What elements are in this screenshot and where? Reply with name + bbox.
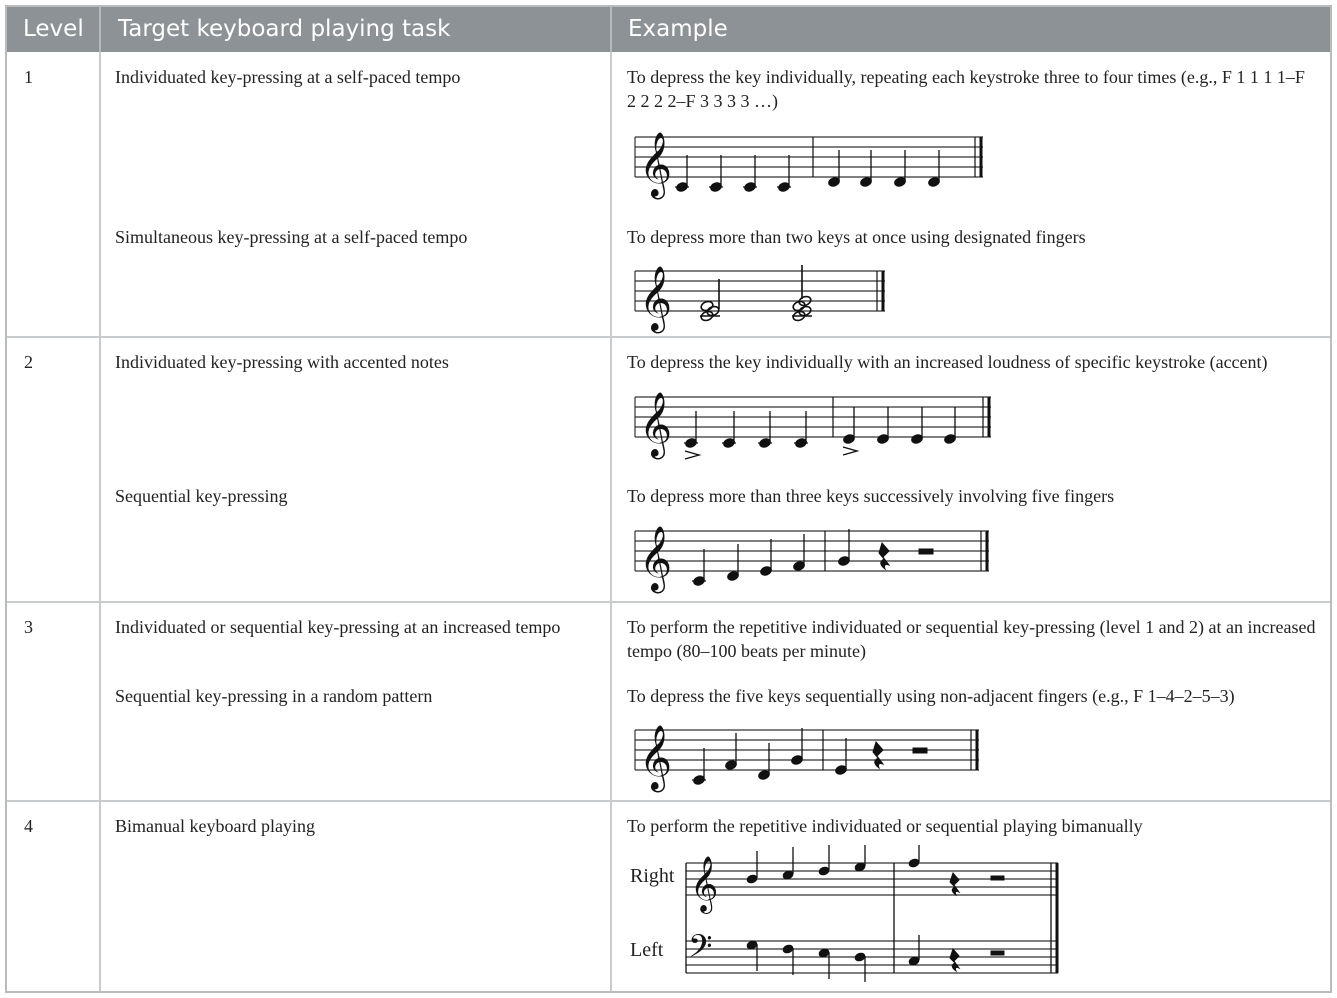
score-accented-notes	[627, 377, 999, 461]
example-cell: To perform the repetitive individuated or sequential playing bimanually	[627, 816, 1143, 836]
score-sequential-notes	[627, 511, 999, 591]
example-cell: To depress the key individually, repeating each keystroke three to four times (e.g., F 1 1 1 1–F 2 2 2 2–F 3 3 3 3 …)	[627, 67, 1305, 111]
column-divider	[610, 52, 612, 991]
svg-text:𝄞: 𝄞	[690, 856, 719, 912]
level-cell: 3	[24, 617, 33, 637]
task-cell: Simultaneous key-pressing at a self-paced tempo	[115, 227, 468, 247]
task-cell: Sequential key-pressing in a random pattern	[115, 686, 433, 706]
task-cell: Sequential key-pressing	[115, 486, 288, 506]
example-cell: To depress more than two keys at once using designated fingers	[627, 227, 1086, 247]
task-cell: Individuated key-pressing with accented notes	[115, 352, 449, 372]
task-table	[5, 5, 1332, 993]
task-cell: Individuated key-pressing at a self-paced tempo	[115, 67, 461, 87]
table-header-row	[7, 7, 1330, 52]
svg-text:𝄢: 𝄢	[688, 928, 713, 972]
svg-text:𝄞: 𝄞	[639, 392, 673, 457]
score-random-pattern	[627, 710, 999, 790]
row-divider	[7, 800, 1330, 802]
row-divider	[7, 601, 1330, 603]
header-level: Level	[23, 16, 84, 42]
task-cell: Bimanual keyboard playing	[115, 816, 315, 836]
example-cell: To depress more than three keys successively involving five fingers	[627, 486, 1115, 506]
score-chords	[627, 251, 891, 331]
example-cell: To perform the repetitive individuated or sequential key-pressing (level 1 and 2) at an increased tempo (80–100 beats per minute)	[627, 617, 1316, 661]
header-task: Target keyboard playing task	[118, 16, 451, 42]
svg-text:𝄞: 𝄞	[639, 725, 673, 790]
right-hand-label: Right	[630, 865, 675, 887]
level-cell: 2	[24, 352, 33, 372]
score-bimanual	[682, 845, 1067, 985]
header-divider	[610, 7, 612, 52]
level-cell: 1	[24, 67, 33, 87]
column-divider	[99, 52, 101, 991]
score-repeated-notes	[627, 113, 999, 199]
svg-text:𝄞: 𝄞	[639, 132, 673, 197]
header-example: Example	[628, 16, 728, 42]
left-hand-label: Left	[630, 939, 664, 961]
task-cell: Individuated or sequential key-pressing at an increased tempo	[115, 617, 561, 637]
svg-text:𝄞: 𝄞	[639, 526, 673, 591]
svg-text:𝄞: 𝄞	[639, 266, 673, 331]
row-divider	[7, 336, 1330, 338]
level-cell: 4	[24, 816, 33, 836]
example-cell: To depress the key individually with an increased loudness of specific keystroke (accent)	[627, 352, 1268, 372]
header-divider	[99, 7, 101, 52]
example-cell: To depress the five keys sequentially using non-adjacent fingers (e.g., F 1–4–2–5–3)	[627, 686, 1235, 706]
